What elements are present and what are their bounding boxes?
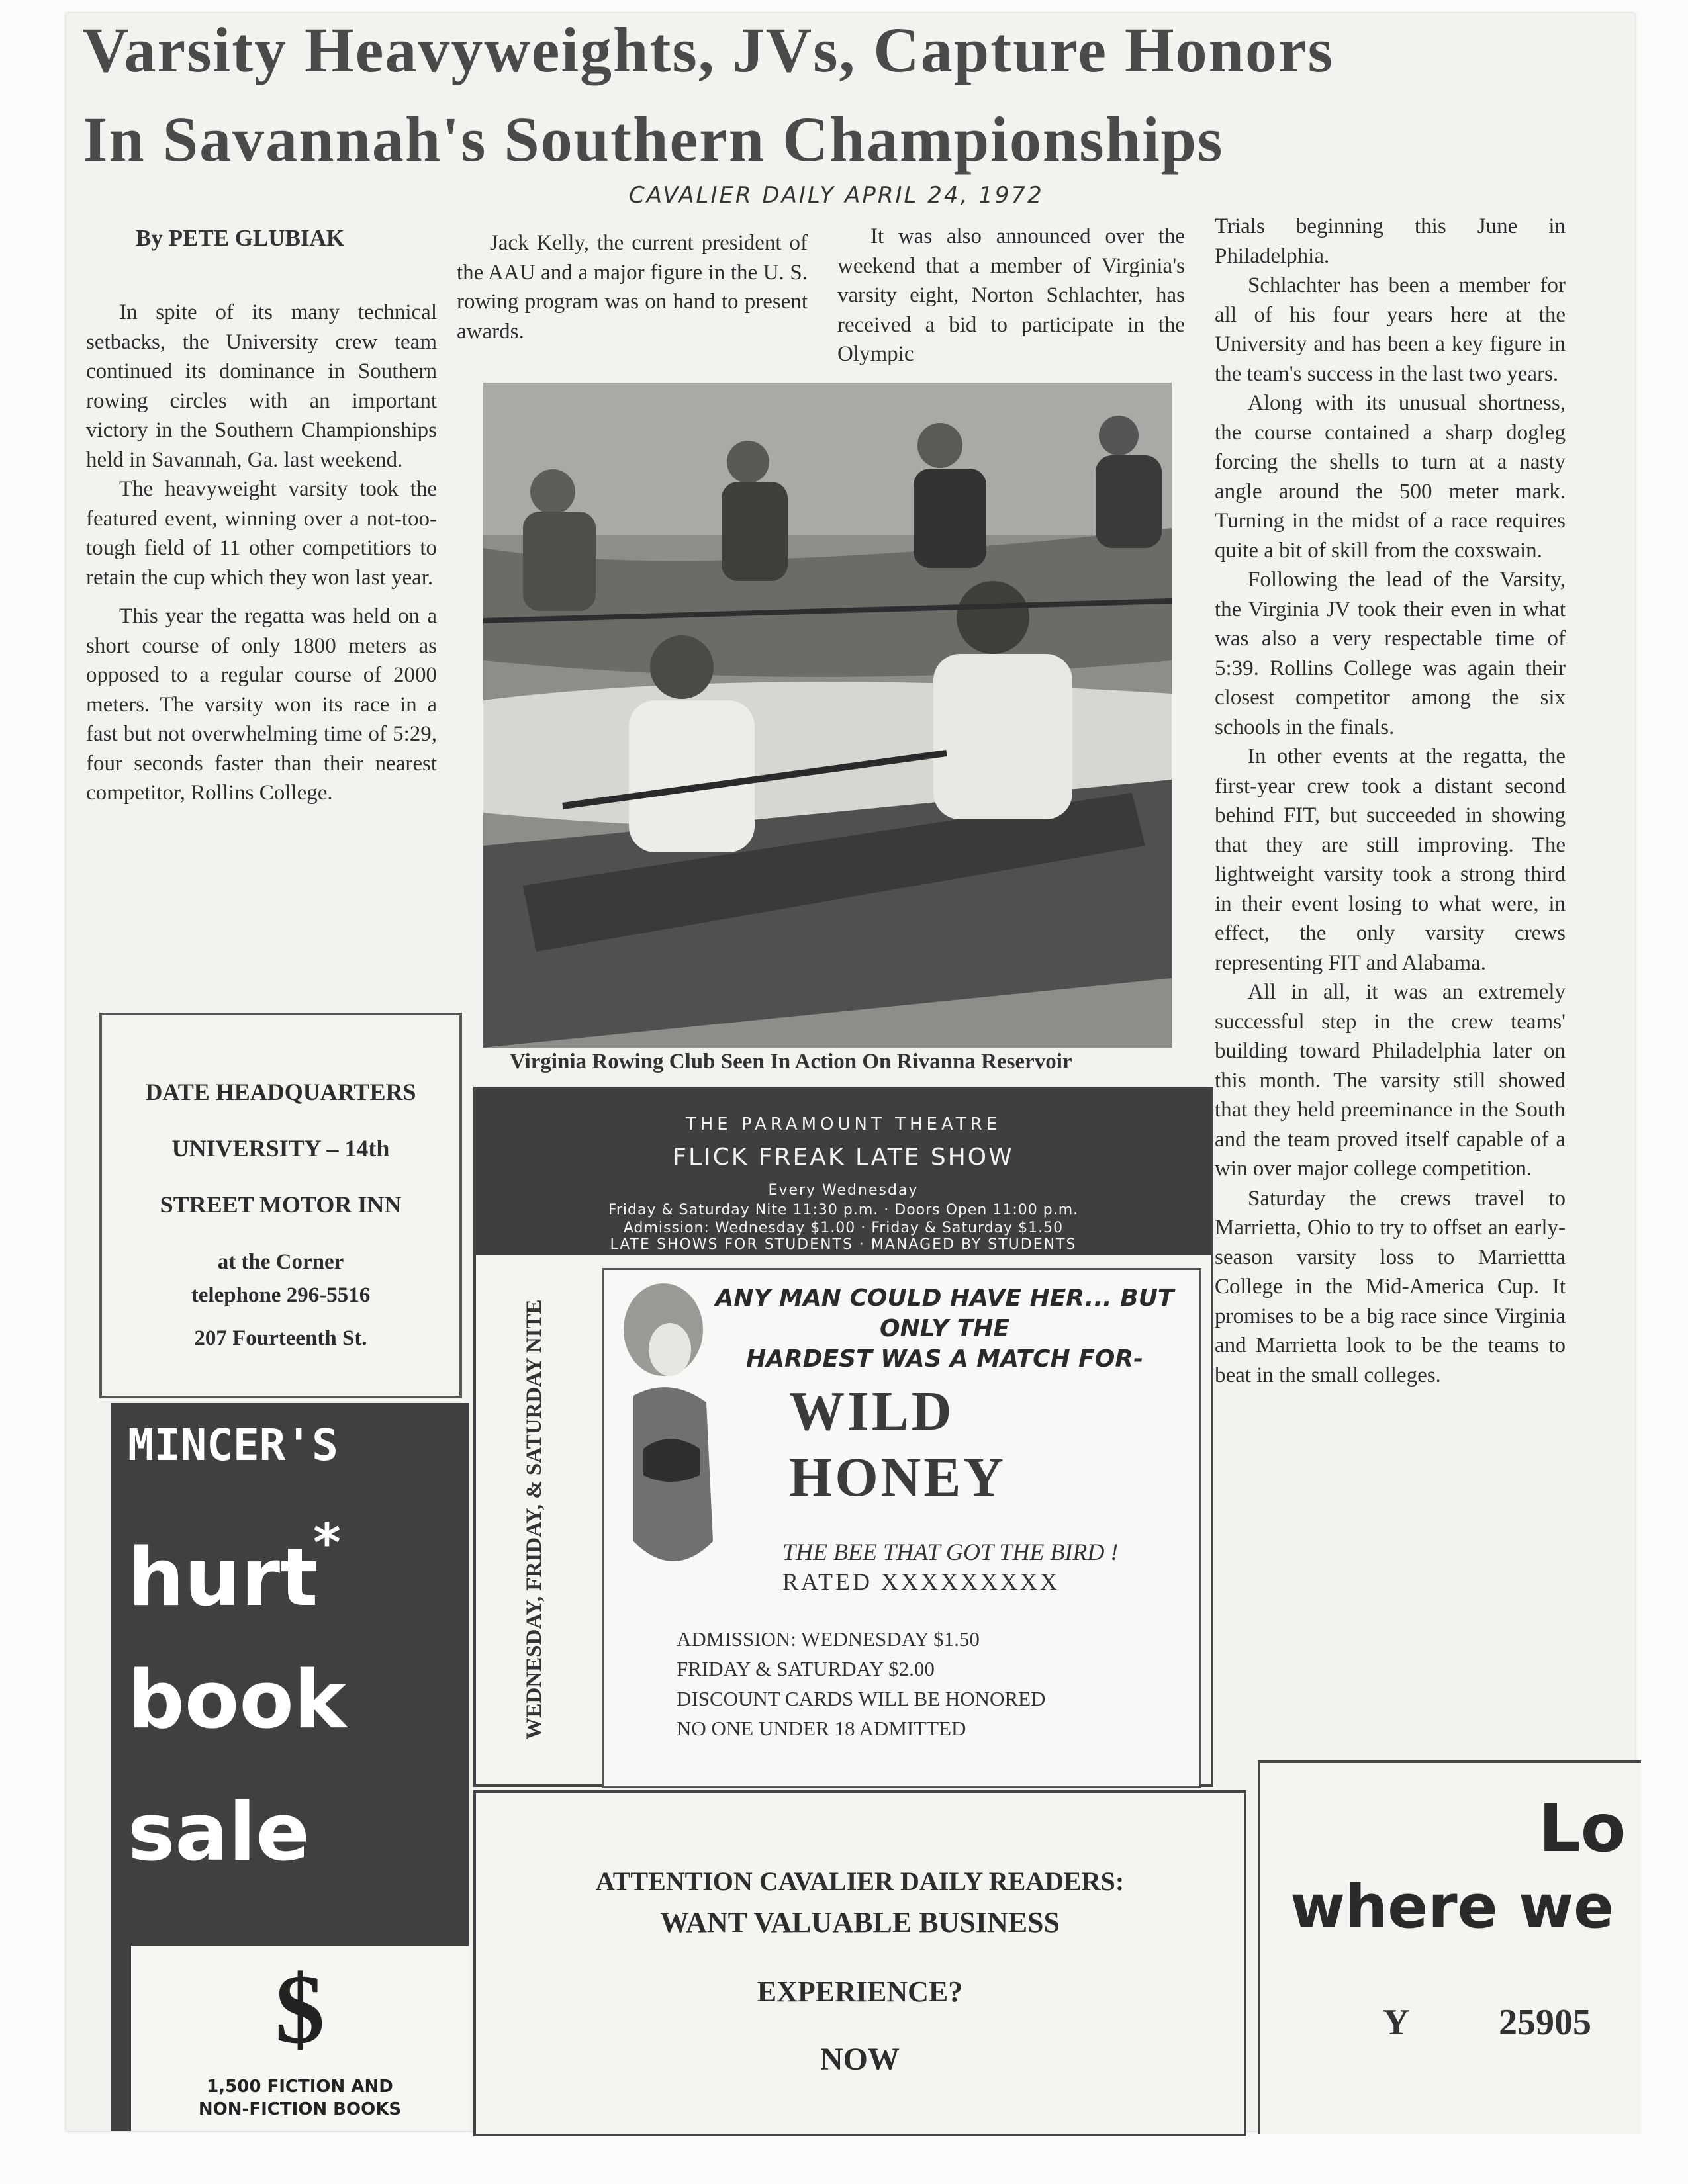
- admission-line: DISCOUNT CARDS WILL BE HONORED: [677, 1687, 1046, 1710]
- right-ad-code-letter: Y: [1383, 2002, 1410, 2043]
- mincer-bottom-panel: [131, 1946, 469, 2131]
- article-column-2: [457, 228, 808, 346]
- ad-date-address: 207 Fourteenth St.: [194, 1326, 367, 1350]
- theatre-name: THE PARAMOUNT THEATRE: [685, 1115, 1002, 1134]
- ad-right-partial: [1258, 1760, 1641, 2134]
- ad-date-line: DATE HEADQUARTERS: [145, 1079, 416, 1105]
- show-admission: Admission: Wednesday $1.00 · Friday & Saturday $1.50: [623, 1220, 1064, 1236]
- admission-block: [677, 1624, 1045, 1743]
- show-students: LATE SHOWS FOR STUDENTS · MANAGED BY STUDENTS: [610, 1236, 1077, 1253]
- ad-date-line: UNIVERSITY – 14th: [171, 1135, 390, 1161]
- attention-line-2: WANT VALUABLE BUSINESS: [659, 1906, 1060, 1938]
- movie-title-line-1: WILD: [789, 1381, 955, 1442]
- admission-line: ADMISSION: WEDNESDAY $1.50: [677, 1627, 980, 1651]
- attention-line-1: ATTENTION CAVALIER DAILY READERS:: [595, 1866, 1125, 1896]
- show-name: FLICK FREAK LATE SHOW: [673, 1144, 1014, 1171]
- headline-line-2: In Savannah's Southern Championships: [83, 104, 1224, 175]
- headline-line-1: Varsity Heavyweights, JVs, Capture Honors: [83, 15, 1335, 85]
- article-column-4: [1215, 212, 1566, 1390]
- ad-mincers-book-sale: [111, 1403, 469, 2131]
- photo-caption: Virginia Rowing Club Seen In Action On Rivanna Reservoir: [510, 1050, 1072, 1073]
- movie-title-line-2: HONEY: [789, 1447, 1007, 1508]
- paragraph: It was also announced over the weekend that a member of Virginia's varsity eight, Norton Schlachter, has received a bid to participate in the Olympic: [837, 224, 1185, 366]
- paragraph: Following the lead of the Varsity, the Virginia JV took their even in what was also a very respectable time of 5:39. Rollins College was again their closest competitor among the six schools in the finals.: [1215, 568, 1566, 739]
- ad-date-headquarters: [99, 1013, 462, 1398]
- right-ad-line-2: where we: [1290, 1872, 1615, 1942]
- admission-line: NO ONE UNDER 18 ADMITTED: [677, 1717, 966, 1740]
- paragraph: Trials beginning this June in Philadelphia.: [1215, 214, 1566, 268]
- rowing-photo-image: [483, 383, 1172, 1048]
- attention-line-3: EXPERIENCE?: [757, 1976, 963, 2008]
- vertical-nights-label: [494, 1268, 574, 1771]
- mincer-word-book: book: [128, 1655, 347, 1747]
- ad-attention-readers: [473, 1790, 1246, 2136]
- ad-paramount-theatre: [473, 1087, 1213, 1787]
- byline: By PETE GLUBIAK: [136, 225, 345, 251]
- ad-date-line: STREET MOTOR INN: [160, 1191, 402, 1218]
- right-ad-code-number: 25905: [1499, 2002, 1591, 2043]
- mincer-word-sale: sale: [128, 1787, 310, 1879]
- paragraph: Along with its unusual shortness, the course contained a sharp dogleg forcing the shells to turn at a nasty angle around the 500 meter mark. Turning in the midst of a race requires quite a bit of skill from the coxswain.: [1215, 391, 1566, 563]
- paragraph: The heavyweight varsity took the featured event, winning over a not-too-tough field of 11 other competitiors to retain the cup which they won last year.: [86, 477, 437, 590]
- paragraph: In other events at the regatta, the first-year crew took a distant second behind FIT, but succeeded in showing that they are still improving. The lightweight varsity took a strong third in their event losing to what were, in effect, the only varsity crews representing FIT and Alabama.: [1215, 745, 1566, 975]
- mincer-asterisk: *: [313, 1512, 341, 1574]
- mincer-word-hurt: hurt: [128, 1532, 318, 1624]
- ad-date-line: at the Corner: [217, 1250, 344, 1274]
- poster-tagline-2: HARDEST WAS A MATCH FOR-: [745, 1345, 1144, 1373]
- article-column-1: [86, 298, 437, 808]
- paragraph: Saturday the crews travel to Marrietta, Ohio to try to offset an early-season varsity loss to Marriettta College in the Mid-America Cup. It promises to be a big race since Virginia and Marrietta look to be the teams to beat in the small colleges.: [1215, 1186, 1566, 1387]
- dollar-sign-icon: $: [275, 1954, 325, 2064]
- show-times: Friday & Saturday Nite 11:30 p.m. · Doors Open 11:00 p.m.: [608, 1202, 1079, 1218]
- ad-date-phone: telephone 296-5516: [191, 1283, 371, 1307]
- attention-line-4: NOW: [820, 2042, 900, 2077]
- admission-line: FRIDAY & SATURDAY $2.00: [677, 1657, 935, 1680]
- poster-tagline: [686, 1283, 1203, 1375]
- article-column-3: [837, 222, 1185, 369]
- paramount-header: [476, 1089, 1211, 1255]
- poster-tagline-1: ANY MAN COULD HAVE HER... BUT ONLY THE: [715, 1285, 1174, 1342]
- right-ad-line-1: Lo: [1538, 1790, 1626, 1867]
- paragraph: This year the regatta was held on a short course of only 1800 meters as opposed to a regular course of 2000 meters. The varsity won its race in a fast but not overwhelming time of 5:29, four seconds faster than their nearest competitor, Rollins College.: [86, 604, 437, 805]
- rowing-photo: [483, 383, 1172, 1048]
- paragraph: Schlachter has been a member for all of his four years here at the University and has been a key figure in the team's success in the last two years.: [1215, 273, 1566, 386]
- handwritten-date-note: CAVALIER DAILY APRIL 24, 1972: [629, 182, 1044, 208]
- paragraph: In spite of its many technical setbacks, the University crew team continued its dominance in Southern rowing circles with an important victory in the Southern Championships held in Savannah, Ga. last weekend.: [86, 300, 437, 472]
- paragraph: All in all, it was an extremely successful step in the crew teams' building toward Philadelphia later on this month. The varsity still showed that they held preeminance in the South and the team proved itself capable of a win over major college competition.: [1215, 980, 1566, 1181]
- vertical-nights-text: WEDNESDAY, FRIDAY, & SATURDAY NITE: [522, 1299, 546, 1740]
- mincer-footer-line: NON-FICTION BOOKS: [198, 2099, 402, 2119]
- wild-honey-poster: [602, 1268, 1201, 1788]
- movie-subtitle: THE BEE THAT GOT THE BIRD !: [782, 1539, 1119, 1565]
- movie-rating: RATED XXXXXXXXX: [782, 1569, 1060, 1595]
- show-every: Every Wednesday: [768, 1182, 919, 1199]
- mincer-name: MINCER'S: [128, 1420, 338, 1471]
- paragraph: Jack Kelly, the current president of the AAU and a major figure in the U. S. rowing program was on hand to present awards.: [457, 231, 808, 343]
- mincer-footer-line: 1,500 FICTION AND: [207, 2077, 393, 2097]
